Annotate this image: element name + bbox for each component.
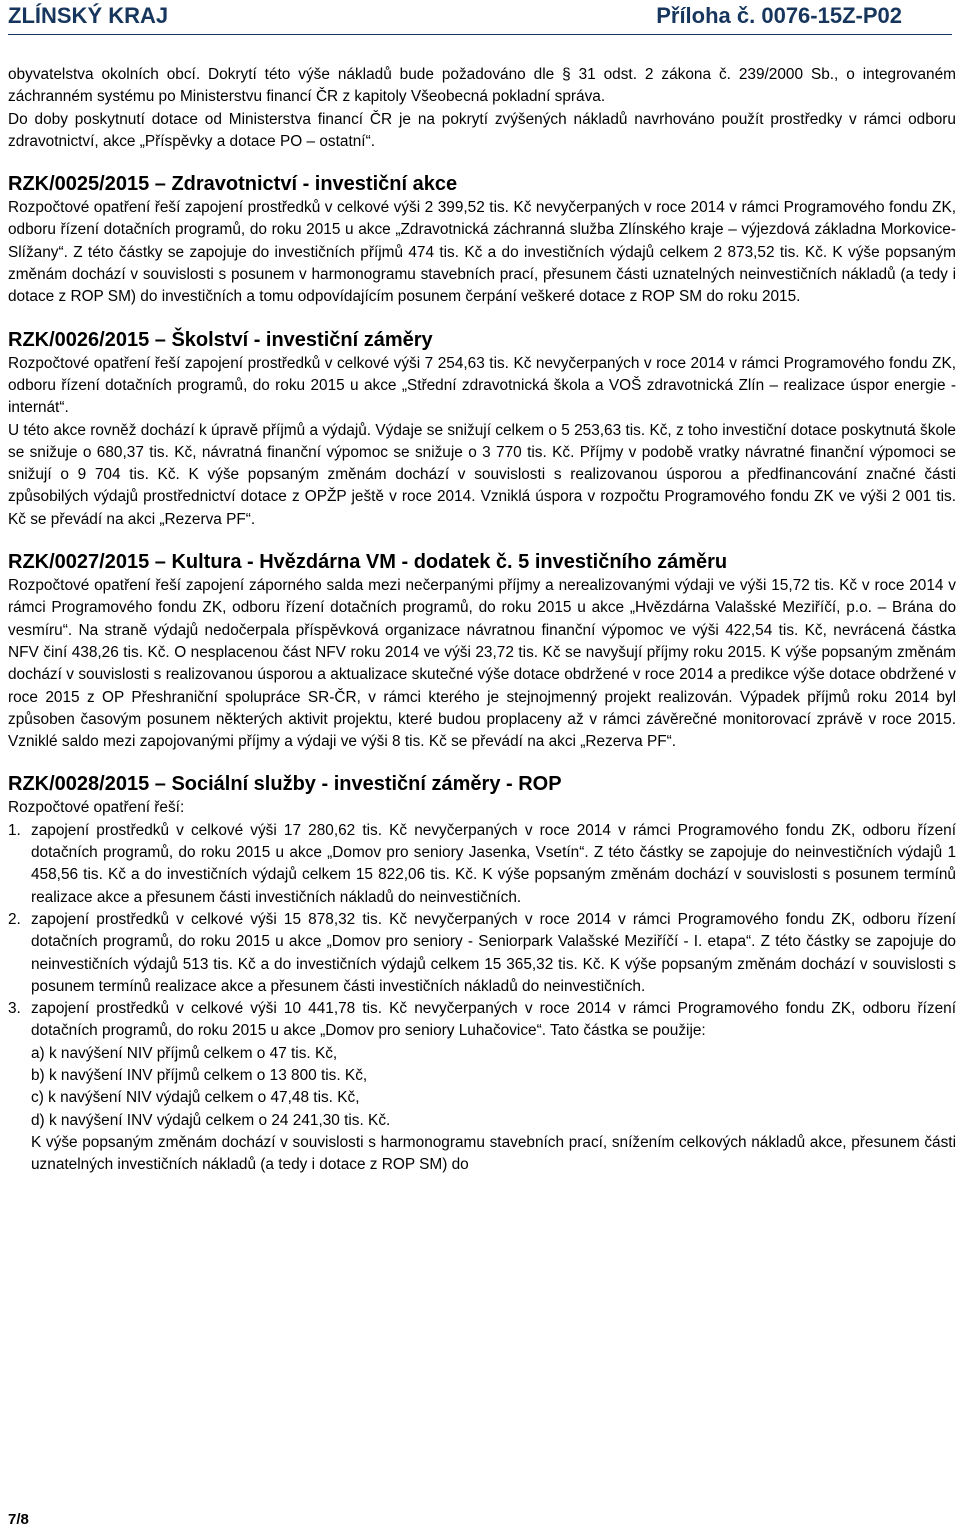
page-header bbox=[8, 2, 902, 32]
section-body bbox=[8, 575, 956, 753]
page-number: 7/8 bbox=[8, 1511, 29, 1528]
section-body bbox=[8, 797, 956, 1176]
list-item-text: zapojení prostředků v celkové výši 15 878,32 tis. Kč nevyčerpaných v roce 2014 v rámci Programového fondu ZK, odboru řízení dotačních programů, do roku 2015 u akce „Domov pro seniory - Seniorpark Valašské Meziříčí - I. etapa“. Z této částky se zapojuje do neinvestičních výdajů 513 tis. Kč a do investičních výdajů celkem 15 365,32 tis. Kč. K výše popsaným změnám dochází v souvislosti s posunem termínů realizace akce a přesunem části investičních nákladů do neinvestičních. bbox=[31, 910, 956, 995]
sub-list-item: d) k navýšení INV výdajů celkem o 24 241,30 tis. Kč. bbox=[31, 1111, 391, 1129]
sub-list-item: a) k navýšení NIV příjmů celkem o 47 tis. Kč, bbox=[31, 1044, 338, 1062]
numbered-list bbox=[8, 820, 956, 1177]
section bbox=[8, 771, 956, 1176]
section-lead: Rozpočtové opatření řeší: bbox=[8, 799, 185, 817]
section-body bbox=[8, 353, 956, 531]
section-paragraph: Rozpočtové opatření řeší zapojení prostředků v celkové výši 7 254,63 tis. Kč nevyčerpaných v roce 2014 v rámci Programového fondu ZK, odboru řízení dotačních programů, do roku 2015 u akce „Střední zdravotnická škola a VOŠ zdravotnická Zlín – realizace úspor energie - internát“. bbox=[8, 354, 956, 417]
section-paragraph: U této akce rovněž dochází k úpravě příjmů a výdajů. Výdaje se snižují celkem o 5 253,63 tis. Kč, z toho investiční dotace poskytnutá škole se snižuje o 680,37 tis. Kč, návratná finanční výpomoc se snižuje o 3 770 tis. Kč. Příjmy v podobě vratky návratné finanční výpomoci se snižují o 9 704 tis. Kč. K výše popsaným změnám dochází v souvislosti s realizovanou úsporou a předfinancování značné části způsobilých výdajů prostřednictví dotace z OPŽP ještě v roce 2014. Vzniklá úspora v rozpočtu Programového fondu ZK ve výši 2 001 tis. Kč se převádí na akci „Rezerva PF“. bbox=[8, 421, 956, 528]
list-number: 3. bbox=[8, 1000, 21, 1018]
document-body bbox=[8, 64, 956, 1176]
section-title: RZK/0026/2015 – Školství - investiční záměry bbox=[8, 328, 433, 351]
list-item bbox=[8, 820, 956, 909]
section-paragraph: Rozpočtové opatření řeší zapojení záporného salda mezi nečerpanými příjmy a nerealizovanými výdaji ve výši 15,72 tis. Kč v roce 2014 v rámci Programového fondu ZK, odboru řízení dotačních programů, do roku 2015 u akce „Hvězdárna Valašské Meziříčí, p.o. – Brána do vesmíru“. Na straně výdajů nedočerpala příspěvková organizace návratnou finanční výpomoc ve výši 422,54 tis. Kč, nevrácená částka NFV činí 438,26 tis. Kč. O nesplacenou část NFV roku 2014 ve výši 23,72 tis. Kč se navyšují příjmy roku 2015. K výše popsaným změnám dochází v souvislosti s realizovanou úsporou a aktualizace skutečné výše dotace obdržené v roce 2014 a predikce výše dotace obdržené v roce 2015 z OP Přeshraniční spolupráce SR-ČR, v rámci kterého je stejnojmenný projekt realizován. Výpadek příjmů roku 2014 byl způsoben časovým posunem některých aktivit projektu, které budou proplaceny až v rámci závěrečné monitorovací zprávě v roce 2015. Vzniklé saldo mezi zapojovanými příjmy a výdaji ve výši 8 tis. Kč se převádí na akci „Rezerva PF“. bbox=[8, 577, 956, 751]
intro-paragraph: Do doby poskytnutí dotace od Ministerstva financí ČR je na pokrytí zvýšených nákladů navrhováno použít prostředky v rámci odboru zdravotnictví, akce „Příspěvky a dotace PO – ostatní“. bbox=[8, 110, 956, 150]
sub-list bbox=[31, 1043, 956, 1132]
section-title: RZK/0027/2015 – Kultura - Hvězdárna VM - dodatek č. 5 investičního záměru bbox=[8, 551, 728, 574]
attachment-number: Příloha č. 0076-15Z-P02 bbox=[656, 3, 902, 28]
section bbox=[8, 327, 956, 531]
section bbox=[8, 171, 956, 308]
list-item-tail: K výše popsaným změnám dochází v souvislosti s harmonogramu stavebních prací, snížením celkových nákladů akce, přesunem části uznatelných investičních nákladů (a tedy i dotace z ROP SM) do bbox=[31, 1133, 956, 1174]
list-number: 1. bbox=[8, 821, 21, 839]
region-name: ZLÍNSKÝ KRAJ bbox=[8, 3, 169, 28]
section bbox=[8, 549, 956, 753]
header-divider bbox=[8, 34, 952, 35]
sub-list-item: c) k navýšení NIV výdajů celkem o 47,48 tis. Kč, bbox=[31, 1089, 360, 1107]
section-body bbox=[8, 197, 956, 308]
list-number: 2. bbox=[8, 910, 21, 928]
sub-list-item: b) k navýšení INV příjmů celkem o 13 800 tis. Kč, bbox=[31, 1066, 368, 1084]
intro-paragraph: obyvatelstva okolních obcí. Dokrytí této výše nákladů bude požadováno dle § 31 odst. 2 zákona č. 239/2000 Sb., o integrovaném záchranném systému po Ministerstvu financí ČR z kapitoly Všeobecná pokladní správa. bbox=[8, 66, 956, 106]
section-title: RZK/0028/2015 – Sociální služby - investiční záměry - ROP bbox=[8, 773, 562, 796]
list-item-text: zapojení prostředků v celkové výši 17 280,62 tis. Kč nevyčerpaných v roce 2014 v rámci Programového fondu ZK, odboru řízení dotačních programů, do roku 2015 u akce „Domov pro seniory Jasenka, Vsetín“. Z této částky se zapojuje do neinvestičních výdajů 1 458,56 tis. Kč a do investičních výdajů celkem 15 822,06 tis. Kč. K výše popsaným změnám dochází v souvislosti s posunem termínů realizace akce a přesunem části investičních nákladů do neinvestičních. bbox=[31, 821, 956, 906]
section-title: RZK/0025/2015 – Zdravotnictví - investiční akce bbox=[8, 173, 458, 196]
section-paragraph: Rozpočtové opatření řeší zapojení prostředků v celkové výši 2 399,52 tis. Kč nevyčerpaných v roce 2014 v rámci Programového fondu ZK, odboru řízení dotačních programů, do roku 2015 u akce „Zdravotnická záchranná služba Zlínského kraje – výjezdová základna Morkovice-Slížany“. Z této částky se zapojuje do investičních příjmů 474 tis. Kč a do investičních výdajů celkem 2 873,52 tis. Kč. K výše popsaným změnám dochází v souvislosti s posunem v harmonogramu stavebních prací, přesunem části uznatelných neinvestičních nákladů (a tedy i dotace z ROP SM) do investičních a tomu odpovídajícím posunem čerpání veškeré dotace z ROP SM do roku 2015. bbox=[8, 199, 956, 306]
list-item-text: zapojení prostředků v celkové výši 10 441,78 tis. Kč nevyčerpaných v roce 2014 v rámci Programového fondu ZK, odboru řízení dotačních programů, do roku 2015 u akce „Domov pro seniory Luhačovice“. Tato částka se použije: bbox=[31, 1000, 956, 1040]
list-item bbox=[8, 909, 956, 998]
list-item bbox=[8, 998, 956, 1176]
